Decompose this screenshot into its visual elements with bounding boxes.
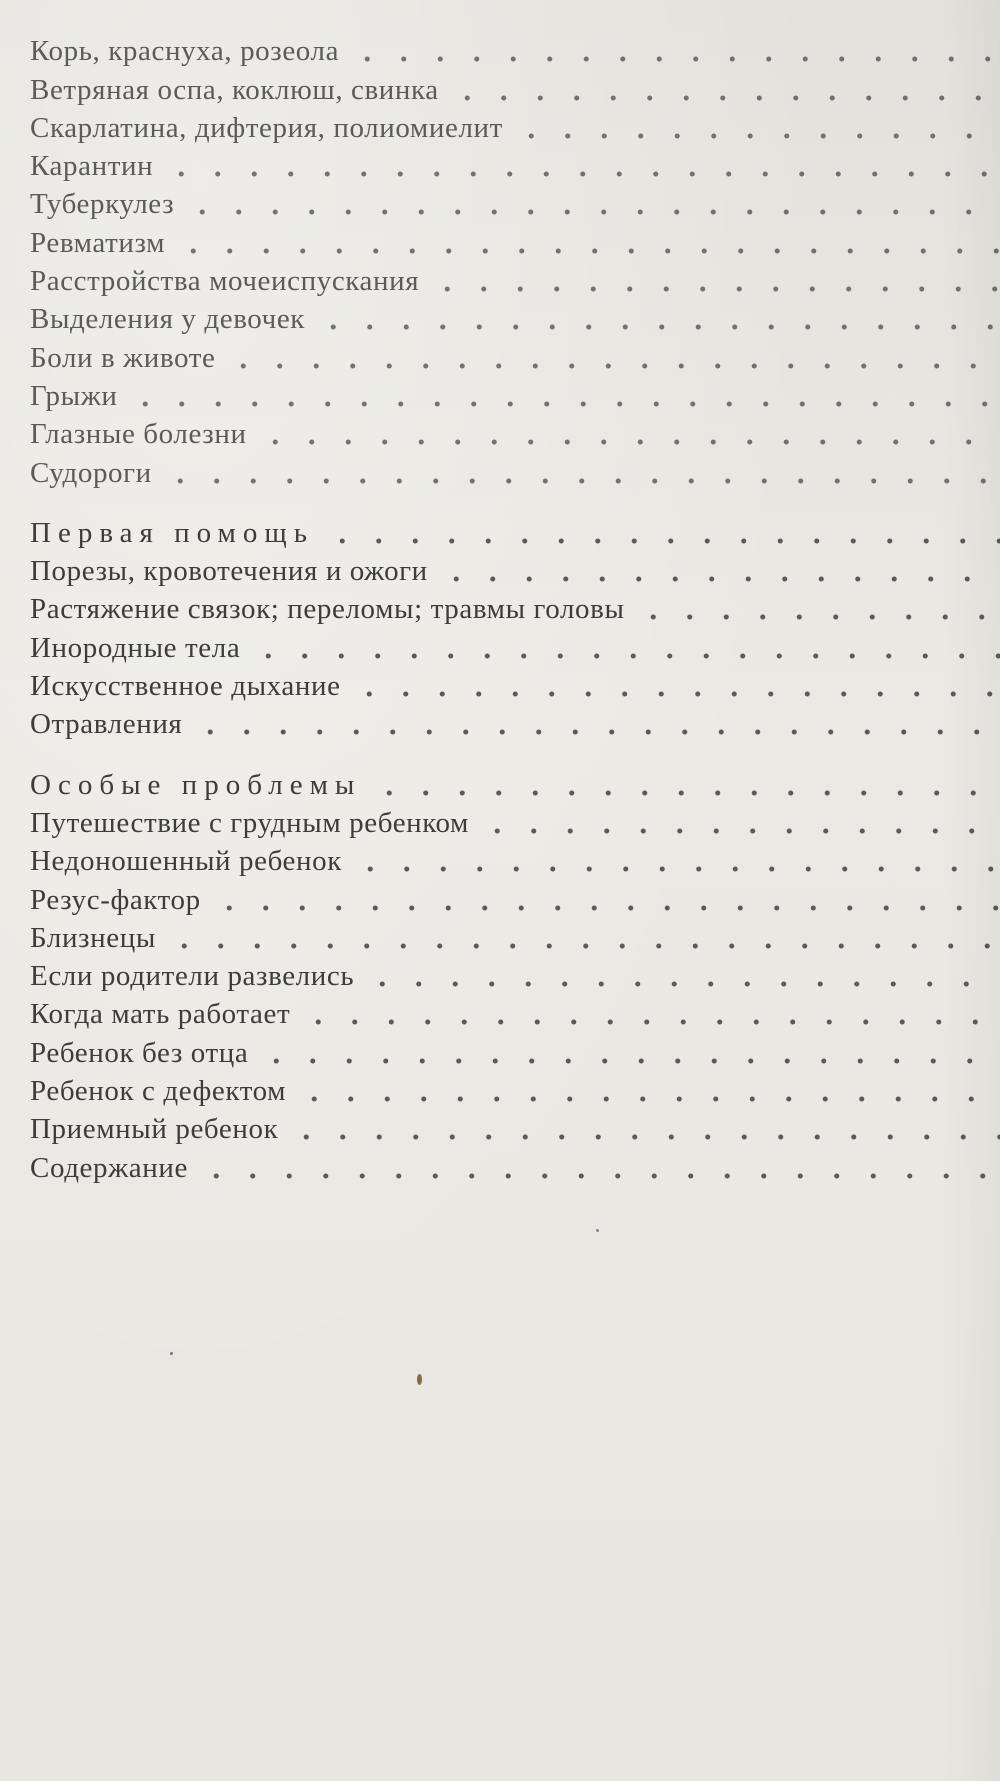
toc-entry-title: Ребенок с дефектом <box>30 1075 287 1108</box>
paper-blemish <box>417 1374 422 1385</box>
dot-leader <box>288 1110 1000 1148</box>
toc-entry-title: Приемный ребенок <box>30 1113 279 1146</box>
dot-leader <box>449 70 1000 108</box>
dot-leader <box>258 1033 1000 1071</box>
toc-entry <box>30 1148 1000 1186</box>
toc-entry <box>30 185 1000 223</box>
toc-entry-title: Скарлатина, дифтерия, полиомиелит <box>30 111 503 144</box>
section-heading-title: Первая помощь <box>30 516 314 549</box>
toc-entry-title: Путешествие с грудным ребенком <box>30 806 470 839</box>
toc-entry <box>30 804 1000 842</box>
section-heading-title: Особые проблемы <box>30 768 362 801</box>
toc-entry-title: Ревматизм <box>30 226 166 259</box>
toc-entry-title: Порезы, кровотечения и ожоги <box>30 555 428 588</box>
toc-entry <box>30 842 1000 880</box>
toc-entry <box>30 628 1000 666</box>
paper-speck <box>170 1352 173 1355</box>
toc-entry-title: Отравления <box>30 708 183 741</box>
toc-entry <box>30 957 1000 995</box>
toc-section-special-problems <box>30 765 1000 1186</box>
toc-entry <box>30 552 1000 590</box>
dot-leader <box>351 667 1000 705</box>
toc-entry-title: Резус-фактор <box>30 883 201 916</box>
dot-leader <box>211 880 1000 918</box>
table-of-contents <box>30 32 1000 1187</box>
dot-leader <box>371 765 1000 803</box>
toc-entry-title: Расстройства мочеиспускания <box>30 265 420 298</box>
dot-leader <box>184 185 1000 223</box>
toc-entry-title: Когда мать работает <box>30 998 291 1031</box>
toc-entry <box>30 377 1000 415</box>
toc-section-heading <box>30 514 1000 552</box>
dot-leader <box>513 109 1000 147</box>
toc-entry-title: Близнецы <box>30 921 156 954</box>
toc-entry <box>30 590 1000 628</box>
toc-entry-title: Если родители развелись <box>30 960 355 993</box>
dot-leader <box>166 919 1000 957</box>
toc-entry-title: Недоношенный ребенок <box>30 845 342 878</box>
toc-entry <box>30 262 1000 300</box>
dot-leader <box>127 377 1000 415</box>
toc-entry <box>30 995 1000 1033</box>
dot-leader <box>324 514 1000 552</box>
dot-leader <box>300 995 1000 1033</box>
toc-entry <box>30 32 1000 70</box>
toc-entry-title: Боли в животе <box>30 341 216 374</box>
dot-leader <box>429 262 1000 300</box>
toc-entry <box>30 109 1000 147</box>
toc-entry-title: Выделения у девочек <box>30 303 305 336</box>
toc-entry-title: Растяжение связок; переломы; травмы головы <box>30 593 625 626</box>
toc-entry-title: Грыжи <box>30 379 118 412</box>
dot-leader <box>198 1148 1000 1186</box>
toc-entry-title: Глазные болезни <box>30 418 247 451</box>
toc-entry <box>30 147 1000 185</box>
dot-leader <box>479 804 1000 842</box>
toc-entry-title: Ребенок без отца <box>30 1036 249 1069</box>
toc-entry <box>30 300 1000 338</box>
toc-entry <box>30 1033 1000 1071</box>
dot-leader <box>349 32 1000 70</box>
toc-entry <box>30 415 1000 453</box>
toc-entry-title: Содержание <box>30 1151 188 1184</box>
dot-leader <box>192 705 1000 743</box>
toc-entry-title: Ветряная оспа, коклюш, свинка <box>30 73 439 106</box>
toc-entry <box>30 338 1000 376</box>
toc-section-illnesses <box>30 32 1000 492</box>
page-edge-shadow <box>940 0 1000 1781</box>
toc-entry <box>30 1110 1000 1148</box>
dot-leader <box>175 223 1000 261</box>
dot-leader <box>163 147 1000 185</box>
toc-entry <box>30 919 1000 957</box>
toc-entry-title: Туберкулез <box>30 188 175 221</box>
dot-leader <box>225 338 1000 376</box>
toc-entry <box>30 70 1000 108</box>
toc-entry <box>30 705 1000 743</box>
toc-entry <box>30 1072 1000 1110</box>
dot-leader <box>438 552 1000 590</box>
dot-leader <box>250 628 1000 666</box>
toc-section-first-aid <box>30 514 1000 744</box>
toc-entry-title: Карантин <box>30 150 154 183</box>
toc-entry-title: Судороги <box>30 456 152 489</box>
toc-section-heading <box>30 765 1000 803</box>
dot-leader <box>257 415 1000 453</box>
toc-entry <box>30 880 1000 918</box>
dot-leader <box>364 957 1000 995</box>
dot-leader <box>352 842 1000 880</box>
paper-speck <box>596 1229 599 1232</box>
toc-entry <box>30 667 1000 705</box>
toc-entry-title: Корь, краснуха, розеола <box>30 35 340 68</box>
toc-entry-title: Инородные тела <box>30 631 241 664</box>
dot-leader <box>315 300 1000 338</box>
toc-entry <box>30 223 1000 261</box>
dot-leader <box>296 1072 1000 1110</box>
toc-entry-title: Искусственное дыхание <box>30 670 341 703</box>
toc-entry <box>30 453 1000 491</box>
dot-leader <box>162 453 1000 491</box>
